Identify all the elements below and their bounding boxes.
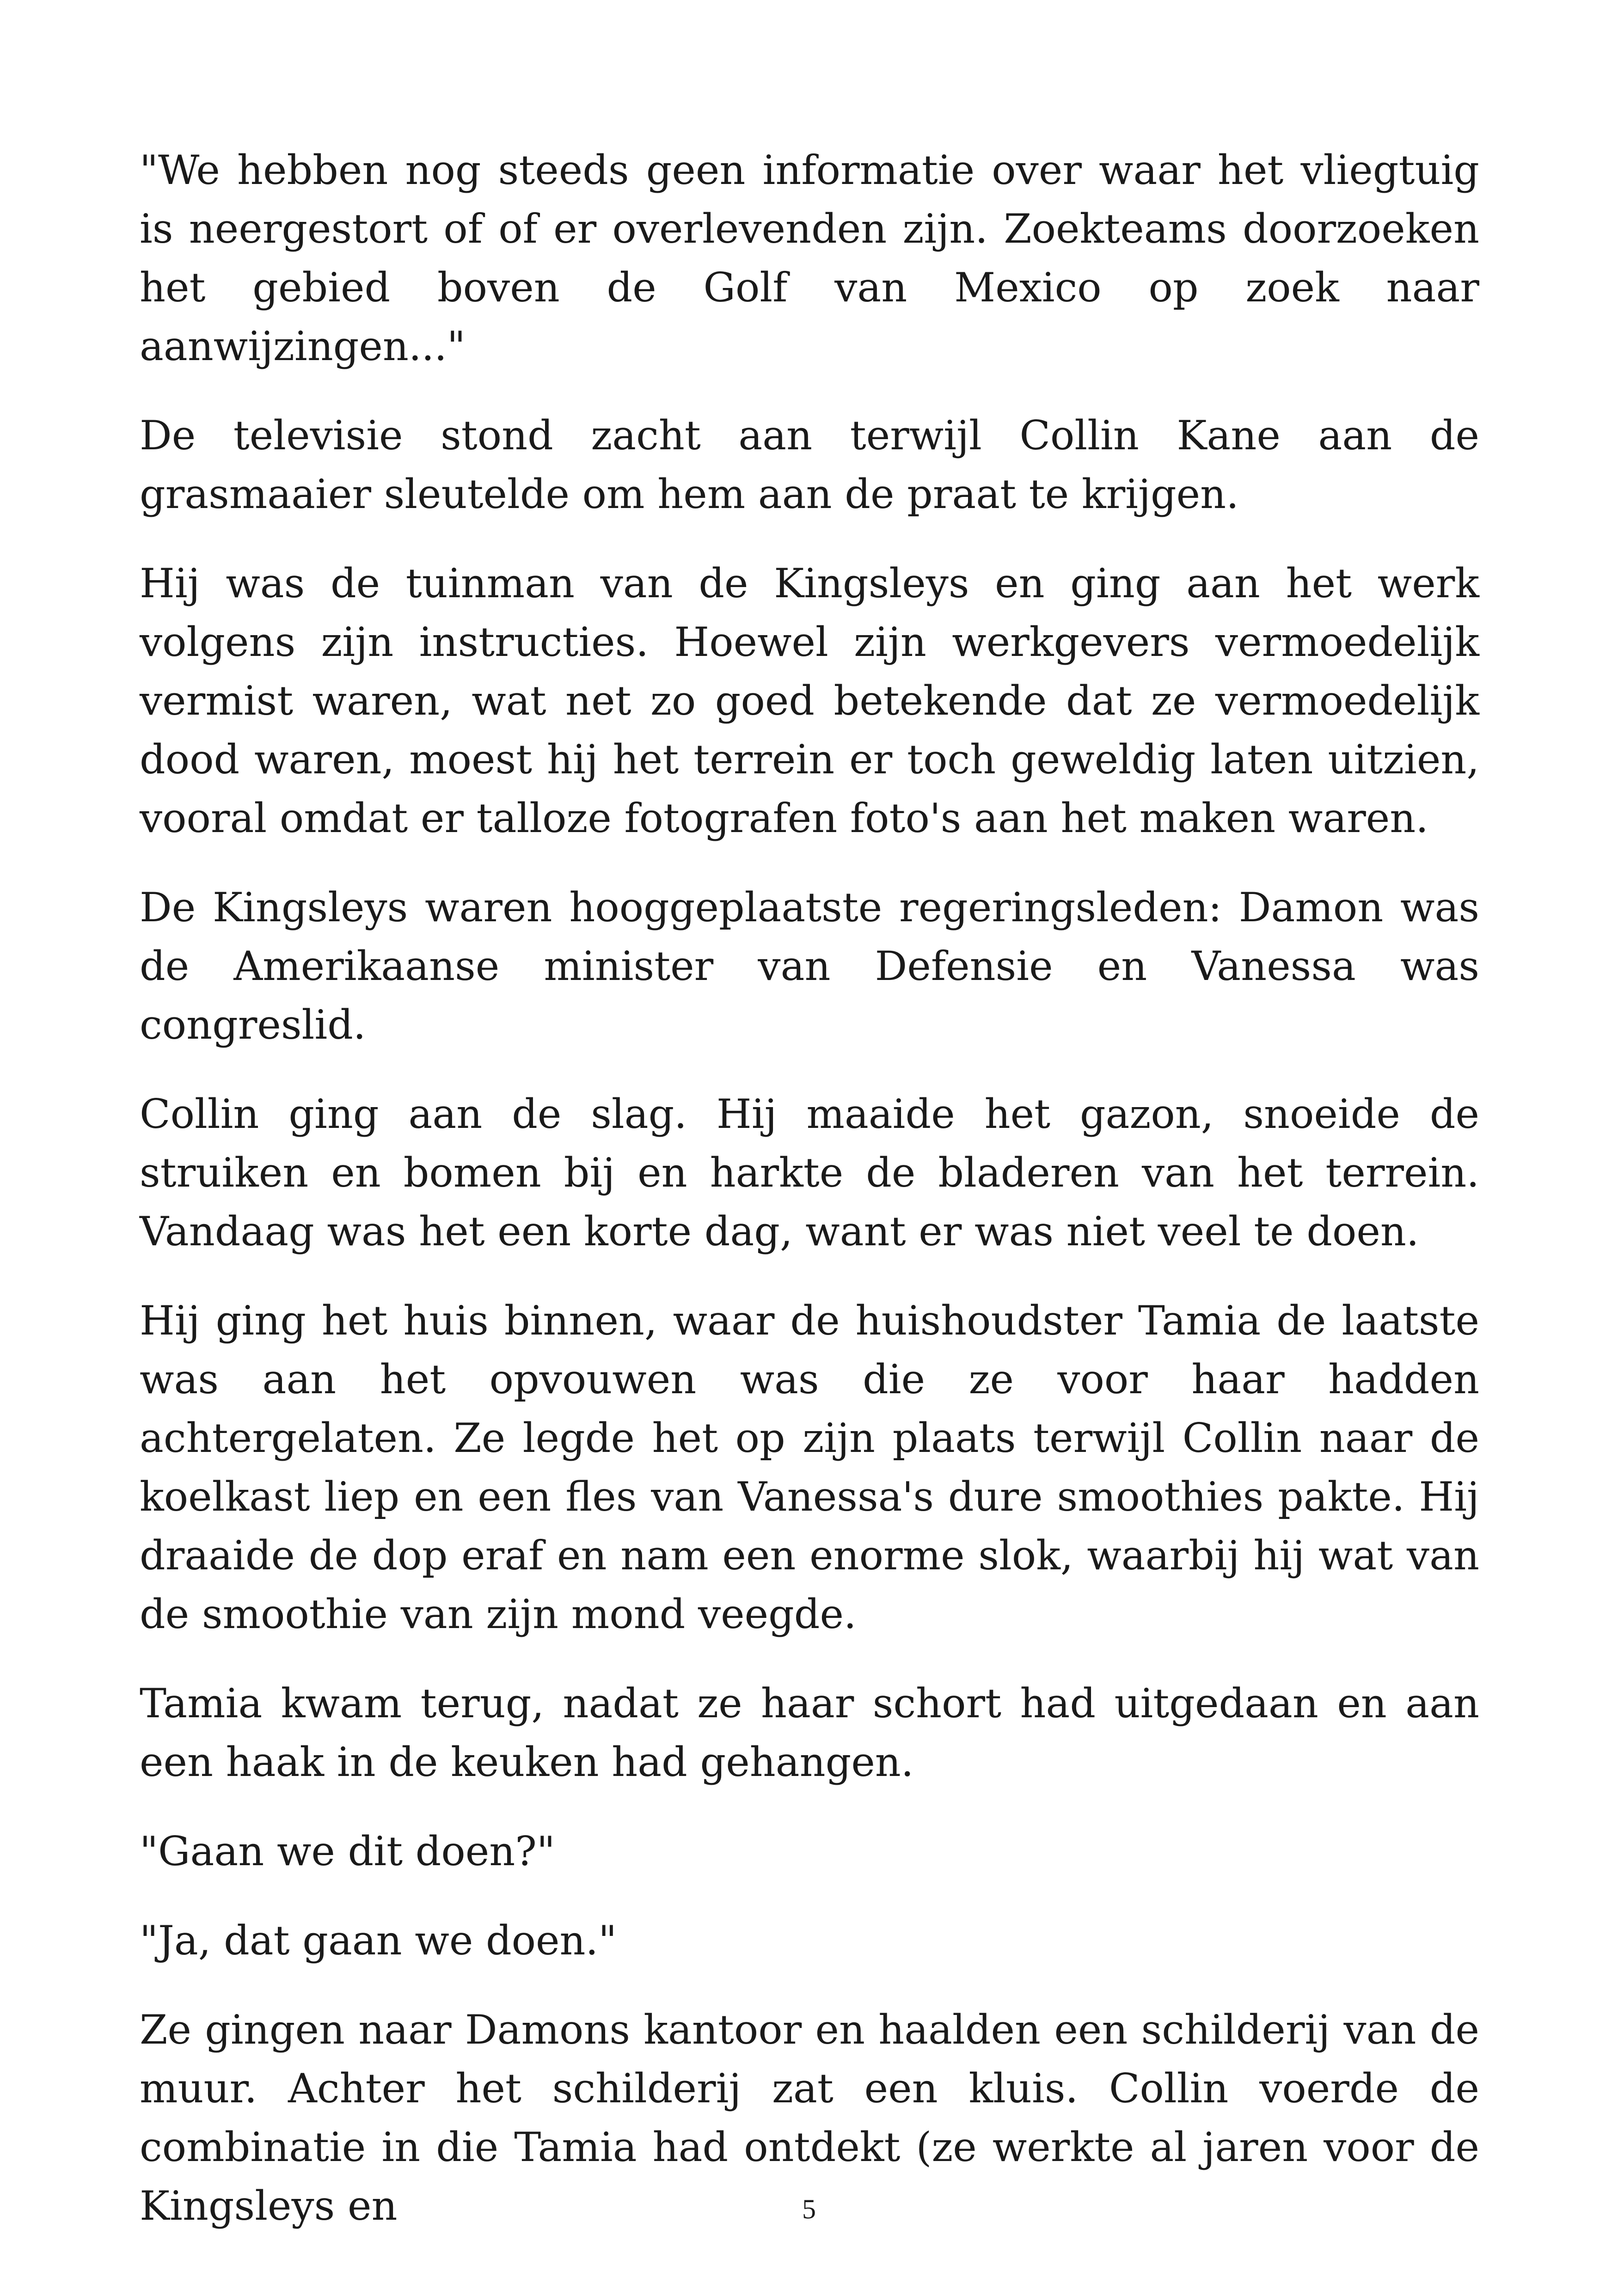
paragraph: Collin ging aan de slag. Hij maaide het gazon, snoeide de struiken en bomen bij en harkte de bladeren van het terrein. Vandaag was het een korte dag, want er was niet veel te doen. [140,1090,1479,1255]
paragraph: "Ja, dat gaan we doen." [140,1917,617,1964]
paragraph: Tamia kwam terug, nadat ze haar schort had uitgedaan en aan een haak in de keuken had gehangen. [140,1680,1479,1786]
paragraph: De televisie stond zacht aan terwijl Collin Kane aan de grasmaaier sleutelde om hem aan de praat te krijgen. [140,412,1479,518]
paragraph: Ze gingen naar Damons kantoor en haalden een schilderij van de muur. Achter het schilderij zat een kluis. Collin voerde de combinatie in die Tamia had ontdekt (ze werkte al jaren voor de Kingsleys en [140,2006,1479,2229]
paragraph: "We hebben nog steeds geen informatie over waar het vliegtuig is neergestort of of er overlevenden zijn. Zoekteams doorzoeken het gebied boven de Golf van Mexico op zoek naar aanwijzingen..." [140,147,1479,370]
page-number: 5 [802,2194,816,2224]
paragraph: Hij ging het huis binnen, waar de huishoudster Tamia de laatste was aan het opvouwen was die ze voor haar hadden achtergelaten. Ze legde het op zijn plaats terwijl Collin naar de koelkast liep en een fles van Vanessa's dure smoothies pakte. Hij draaide de dop eraf en nam een enorme slok, waarbij hij wat van de smoothie van zijn mond veegde. [140,1297,1479,1638]
body-text [140,141,1479,2266]
paragraph: "Gaan we dit doen?" [140,1828,555,1875]
paragraph: De Kingsleys waren hooggeplaatste regeringsleden: Damon was de Amerikaanse minister van Defensie en Vanessa was congreslid. [140,884,1479,1048]
paragraph: Hij was de tuinman van de Kingsleys en ging aan het werk volgens zijn instructies. Hoewel zijn werkgevers vermoedelijk vermist waren, wat net zo goed betekende dat ze vermoedelijk dood waren, moest hij het terrein er toch geweldig laten uitzien, vooral omdat er talloze fotografen foto's aan het maken waren. [140,560,1479,842]
